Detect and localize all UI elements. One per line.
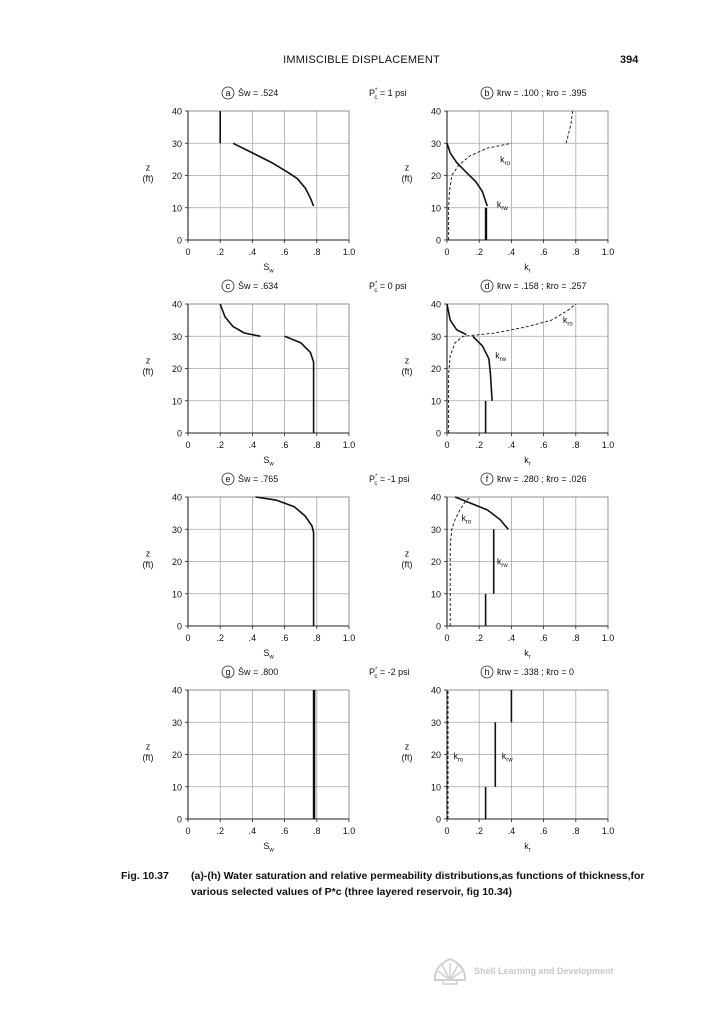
x-tick-label: .4 <box>248 826 257 836</box>
x-tick-label: .2 <box>475 247 483 257</box>
y-tick-label: 20 <box>171 750 182 760</box>
x-tick-label: .4 <box>507 826 516 836</box>
x-tick-label: .4 <box>507 247 516 257</box>
y-tick-label: 10 <box>171 203 182 214</box>
page-number: 394 <box>620 54 639 66</box>
curve-label-kro: $k_{ro}$ <box>562 315 573 328</box>
running-head: IMMISCIBLE DISPLACEMENT <box>283 54 440 66</box>
y-tick-label: 10 <box>171 396 182 407</box>
panel-a <box>143 87 356 275</box>
y-tick-label: 40 <box>430 685 441 696</box>
x-tick-label: .8 <box>572 633 580 643</box>
x-tick-label: .6 <box>280 826 289 836</box>
y-axis-label: z <box>145 548 151 559</box>
y-tick-label: 10 <box>430 203 441 214</box>
curve-label-krw: $k_{rw}$ <box>496 556 508 569</box>
y-tick-label: 0 <box>435 814 441 825</box>
x-tick-label: .8 <box>313 826 321 836</box>
y-tick-label: 30 <box>430 524 441 535</box>
panel-b <box>402 87 615 275</box>
y-tick-label: 30 <box>171 524 182 535</box>
series-line-Sw <box>220 304 260 336</box>
x-tick-label: .8 <box>313 633 321 643</box>
x-tick-label: .8 <box>313 440 321 450</box>
x-tick-label: .2 <box>216 440 224 450</box>
x-tick-label: .8 <box>572 440 580 450</box>
y-tick-label: 30 <box>171 331 182 342</box>
y-tick-label: 40 <box>430 299 441 310</box>
x-tick-label: .2 <box>216 247 224 257</box>
pc-label: P* c = 0 psi <box>369 281 407 294</box>
panel-id-letter: d <box>484 281 490 291</box>
y-tick-label: 20 <box>171 171 182 181</box>
y-tick-label: 0 <box>435 235 441 246</box>
y-tick-label: 0 <box>435 621 441 632</box>
panel-title: S̄w = .524 <box>238 88 279 98</box>
x-tick-label: 1.0 <box>601 826 615 836</box>
y-tick-label: 20 <box>430 557 441 567</box>
x-tick-label: 1.0 <box>342 247 356 257</box>
x-tick-label: .2 <box>475 826 483 836</box>
panel-id-letter: g <box>225 667 231 677</box>
y-axis-label: z <box>145 162 151 173</box>
pc-label: P* c = -2 psi <box>369 667 410 680</box>
y-tick-label: 10 <box>430 589 441 600</box>
y-axis-unit: (ft) <box>142 559 154 570</box>
panel-id-letter: a <box>225 88 231 98</box>
x-tick-label: .6 <box>539 247 548 257</box>
y-axis-label: z <box>404 741 410 752</box>
x-tick-label: .6 <box>539 633 548 643</box>
pc-label: P* c = 1 psi <box>369 88 407 101</box>
x-tick-label: 0 <box>444 633 450 643</box>
x-tick-label: .4 <box>248 247 257 257</box>
y-tick-label: 20 <box>430 364 441 374</box>
x-tick-label: 1.0 <box>342 633 356 643</box>
y-axis-unit: (ft) <box>401 559 413 570</box>
x-tick-label: 0 <box>185 440 191 450</box>
curve-label-krw: $k_{rw}$ <box>495 350 507 364</box>
panel-c <box>143 280 356 468</box>
x-tick-label: .8 <box>572 826 580 836</box>
x-axis-label: $k_r$ <box>524 262 531 275</box>
panel-id-letter: h <box>484 667 490 677</box>
y-tick-label: 40 <box>171 106 182 117</box>
y-axis-unit: (ft) <box>401 752 413 763</box>
x-tick-label: 0 <box>444 440 450 450</box>
x-tick-label: 1.0 <box>342 826 356 836</box>
footer-brand-text: Shell Learning and Development <box>474 966 614 976</box>
series-line-krw <box>447 143 487 206</box>
panel-id-letter: b <box>484 88 490 98</box>
x-tick-label: .8 <box>572 247 580 257</box>
y-axis-label: z <box>404 162 410 173</box>
panel-title: S̄w = .800 <box>238 667 279 677</box>
y-tick-label: 20 <box>171 557 182 567</box>
x-tick-label: 0 <box>444 826 450 836</box>
shell-logo-icon <box>432 956 468 986</box>
y-tick-label: 10 <box>171 782 182 793</box>
panel-f <box>402 473 615 661</box>
y-tick-label: 30 <box>430 331 441 342</box>
y-axis-label: z <box>145 741 151 752</box>
y-axis-label: z <box>145 355 151 366</box>
x-tick-label: .6 <box>539 826 548 836</box>
y-tick-label: 40 <box>430 106 441 117</box>
footer-brand <box>432 956 642 986</box>
x-axis-label: $k_r$ <box>524 455 531 468</box>
caption-text: (a)-(h) Water saturation and relative permeability distributions,as functions of thickness,for various selected values of P*c (three layered reservoir, fig 10.34) <box>191 870 645 898</box>
x-tick-label: .6 <box>280 633 289 643</box>
curve-label-krw: $k_{rw}$ <box>496 199 508 213</box>
y-tick-label: 30 <box>430 717 441 728</box>
x-axis-label: $k_r$ <box>524 648 531 661</box>
x-tick-label: .2 <box>475 440 483 450</box>
y-tick-label: 30 <box>171 138 182 149</box>
y-tick-label: 40 <box>430 492 441 503</box>
x-axis-label: $S_w$ <box>263 648 274 661</box>
panel-e <box>143 473 356 661</box>
x-axis-label: $S_w$ <box>263 841 274 854</box>
panel-id-letter: c <box>225 281 231 291</box>
x-tick-label: .8 <box>313 247 321 257</box>
x-tick-label: 0 <box>185 247 191 257</box>
curve-label-kro: $k_{ro}$ <box>500 154 510 167</box>
x-tick-label: .4 <box>507 633 516 643</box>
x-tick-label: .2 <box>216 826 224 836</box>
panel-title: S̄w = .765 <box>238 474 279 484</box>
x-tick-label: 1.0 <box>601 440 615 450</box>
y-tick-label: 0 <box>176 235 182 246</box>
x-tick-label: 0 <box>444 247 450 257</box>
y-axis-unit: (ft) <box>142 173 154 184</box>
x-axis-label: $k_r$ <box>524 841 531 854</box>
y-tick-label: 0 <box>176 621 182 632</box>
x-tick-label: .6 <box>539 440 548 450</box>
y-tick-label: 20 <box>171 364 182 374</box>
y-tick-label: 10 <box>430 396 441 407</box>
x-tick-label: .2 <box>475 633 483 643</box>
x-tick-label: .4 <box>507 440 516 450</box>
curve-label-kro: $k_{ro}$ <box>453 751 464 764</box>
panel-title: k̄rw = .280 ; k̄ro = .026 <box>497 474 587 484</box>
y-tick-label: 40 <box>171 685 182 696</box>
y-axis-unit: (ft) <box>401 173 413 184</box>
y-tick-label: 30 <box>430 138 441 149</box>
series-line-kro <box>566 111 573 143</box>
series-line-krw <box>447 304 466 335</box>
x-tick-label: 0 <box>185 826 191 836</box>
y-tick-label: 0 <box>176 814 182 825</box>
curve-label-kro: $k_{ro}$ <box>461 512 472 526</box>
panel-title: k̄rw = .100 ; k̄ro = .395 <box>497 88 587 98</box>
x-tick-label: 1.0 <box>601 247 615 257</box>
y-tick-label: 0 <box>176 428 182 439</box>
x-tick-label: .6 <box>280 247 289 257</box>
y-tick-label: 0 <box>435 428 441 439</box>
x-axis-label: $S_w$ <box>263 455 274 468</box>
panel-title: S̄w = .634 <box>238 281 279 291</box>
x-tick-label: .6 <box>280 440 289 450</box>
y-tick-label: 20 <box>430 171 441 181</box>
y-tick-label: 40 <box>171 299 182 310</box>
x-axis-label: $S_w$ <box>263 262 274 275</box>
y-axis-label: z <box>404 548 410 559</box>
y-tick-label: 10 <box>430 782 441 793</box>
y-axis-unit: (ft) <box>142 752 154 763</box>
series-line-Sw <box>233 143 314 206</box>
panel-id-letter: f <box>485 474 489 484</box>
curve-label-krw: $k_{rw}$ <box>501 751 513 764</box>
y-tick-label: 40 <box>171 492 182 503</box>
y-axis-unit: (ft) <box>401 366 413 377</box>
panel-h <box>402 666 615 854</box>
x-tick-label: 1.0 <box>601 633 615 643</box>
panel-g <box>143 666 356 854</box>
y-tick-label: 10 <box>171 589 182 600</box>
x-tick-label: .4 <box>248 440 257 450</box>
pc-label: P* c = -1 psi <box>369 474 410 487</box>
panel-title: k̄rw = .158 ; k̄ro = .257 <box>497 281 587 291</box>
caption-label: Fig. 10.37 <box>121 870 169 882</box>
x-tick-label: .4 <box>248 633 257 643</box>
x-tick-label: .2 <box>216 633 224 643</box>
series-line-Sw <box>285 336 314 433</box>
x-tick-label: 1.0 <box>342 440 356 450</box>
y-axis-unit: (ft) <box>142 366 154 377</box>
panel-id-letter: e <box>225 474 231 484</box>
panel-d <box>402 280 615 468</box>
x-tick-label: 0 <box>185 633 191 643</box>
y-tick-label: 20 <box>430 750 441 760</box>
y-axis-label: z <box>404 355 410 366</box>
y-tick-label: 30 <box>171 717 182 728</box>
panel-title: k̄rw = .338 ; k̄ro = 0 <box>497 667 575 677</box>
